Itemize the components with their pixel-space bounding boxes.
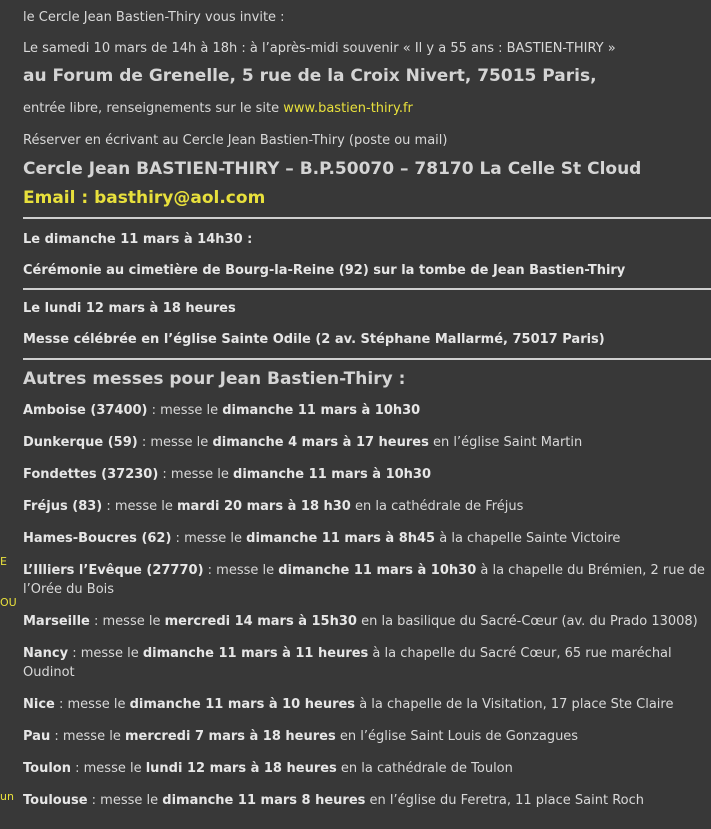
mass-item: L’Illiers l’Evêque (27770) : messe le dimanche 11 mars à 10h30 à la chapelle du Brémien, 2 rue de l’Orée du Bois [23,563,705,597]
entree-prefix: entrée libre, renseignements sur le site [23,101,284,116]
mass-item: Pau : messe le mercredi 7 mars à 18 heures en l’église Saint Louis de Gonzagues [23,729,579,744]
mass-item: Toulouse : messe le dimanche 11 mars 8 heures en l’église du Feretra, 11 place Saint Roch [23,793,645,808]
forum-line: au Forum de Grenelle, 5 rue de la Croix Nivert, 75015 Paris, [23,66,597,86]
divider [23,288,711,290]
samedi-line: Le samedi 10 mars de 14h à 18h : à l’après-midi souvenir « Il y a 55 ans : BASTIEN-THIRY » [23,41,616,56]
email-label: Email : [23,188,95,208]
lundi-text: Messe célébrée en l’église Sainte Odile (2 av. Stéphane Mallarmé, 75017 Paris) [23,332,605,347]
address-line: Cercle Jean BASTIEN-THIRY – B.P.50070 – 78170 La Celle St Cloud [23,159,642,179]
email-link[interactable]: basthiry@aol.com [94,188,266,208]
edge-fragment: un [0,790,14,803]
divider [23,217,711,219]
mass-item: Marseille : messe le mercredi 14 mars à 15h30 en la basilique du Sacré-Cœur (av. du Prado 13008) [23,614,698,629]
autres-title: Autres messes pour Jean Bastien-Thiry : [23,369,406,389]
divider [23,358,711,360]
intro-text: le Cercle Jean Bastien-Thiry vous invite : [23,10,285,25]
dimanche-title: Le dimanche 11 mars à 14h30 : [23,232,253,247]
mass-item: Fréjus (83) : messe le mardi 20 mars à 18 h30 en la cathédrale de Fréjus [23,499,524,514]
mass-item: Toulon : messe le lundi 12 mars à 18 heures en la cathédrale de Toulon [23,761,513,776]
mass-item: Dunkerque (59) : messe le dimanche 4 mars à 17 heures en l’église Saint Martin [23,435,583,450]
email-line [23,189,265,208]
mass-item: Hames-Boucres (62) : messe le dimanche 11 mars à 8h45 à la chapelle Sainte Victoire [23,531,621,546]
mass-item: Nice : messe le dimanche 11 mars à 10 heures à la chapelle de la Visitation, 17 place Ste Claire [23,697,674,712]
edge-fragment: E [0,555,7,568]
reserver-line: Réserver en écrivant au Cercle Jean Bastien-Thiry (poste ou mail) [23,133,448,148]
entree-line [23,99,413,118]
site-link[interactable]: www.bastien-thiry.fr [283,101,413,116]
mass-item: Nancy : messe le dimanche 11 mars à 11 heures à la chapelle du Sacré Cœur, 65 rue maréchal Oudinot [23,646,672,680]
mass-item: Fondettes (37230) : messe le dimanche 11 mars à 10h30 [23,467,431,482]
dimanche-text: Cérémonie au cimetière de Bourg-la-Reine (92) sur la tombe de Jean Bastien-Thiry [23,263,626,278]
mass-item: Amboise (37400) : messe le dimanche 11 mars à 10h30 [23,403,421,418]
edge-fragment: OU [0,596,17,609]
lundi-title: Le lundi 12 mars à 18 heures [23,301,236,316]
